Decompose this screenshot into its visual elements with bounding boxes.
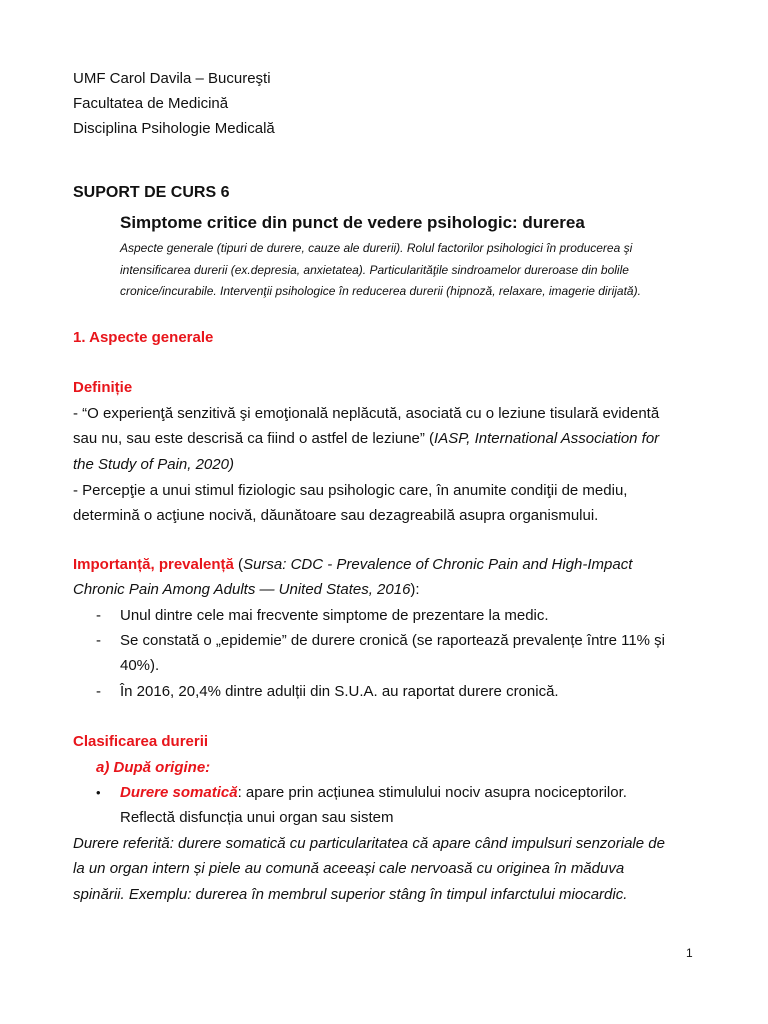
importance-source: Sursa: CDC - Prevalence of Chronic Pain and High-Impact: [243, 556, 633, 573]
dash-marker: -: [96, 607, 101, 624]
abstract-line: Aspecte generale (tipuri de durere, cauze ale durerii). Rolul factorilor psihologici în producerea şi: [120, 241, 633, 255]
definition-source-cont: the Study of Pain, 2020): [73, 456, 234, 473]
importance-heading: Importanță, prevalență: [73, 556, 234, 573]
course-subtitle: Simptome critice din punct de vedere psihologic: durerea: [120, 213, 585, 232]
somatic-text-cont: Reflectă disfuncția unui organ sau sistem: [120, 809, 394, 826]
definition-text: sau nu, sau este descrisă ca fiind o astfel de leziune” (: [73, 430, 435, 447]
list-item-text: 40%).: [120, 657, 160, 674]
definition-line: [73, 426, 659, 451]
source-open: (: [233, 556, 244, 573]
page-number: 1: [686, 946, 693, 960]
definition-line: - “O experienţă senzitivă şi emoţională neplăcută, asociată cu o leziune tisulară evidentă: [73, 405, 660, 422]
list-item-text: În 2016, 20,4% dintre adulții din S.U.A. au raportat durere cronică.: [120, 683, 559, 700]
abstract-line: intensificarea durerii (ex.depresia, anxietatea). Particularităţile sindroamelor dureroase din bolile: [120, 263, 629, 277]
definition-line: determină o acţiune nocivă, dăunătoare sau dezagreabilă asupra organismului.: [73, 507, 599, 524]
referred-pain-line: spinării. Exemplu: durerea în membrul superior stâng în timpul infarctului miocardic.: [73, 886, 628, 903]
somatic-label: Durere somatică: [120, 784, 238, 801]
header-discipline: Disciplina Psihologie Medicală: [73, 120, 275, 137]
header-faculty: Facultatea de Medicină: [73, 95, 229, 112]
list-item-text: Unul dintre cele mai frecvente simptome de prezentare la medic.: [120, 607, 549, 624]
referred-pain-line: la un organ intern și piele au comună aceeași cale nervoasă cu originea în măduva: [73, 860, 625, 877]
importance-source-cont: Chronic Pain Among Adults — United States, 2016: [73, 581, 411, 598]
bullet-marker: •: [96, 785, 101, 800]
referred-pain-line: Durere referită: durere somatică cu particularitatea că apare când impulsuri senzoriale de: [73, 835, 665, 852]
header-university: UMF Carol Davila – Bucureşti: [73, 70, 271, 87]
somatic-text: : apare prin acțiunea stimulului nociv asupra nociceptorilor.: [237, 784, 627, 801]
definition-source: IASP, International Association for: [434, 430, 660, 447]
list-item-text: Se constată o „epidemie” de durere cronică (se raportează prevalențe între 11% și: [120, 632, 666, 649]
dash-marker: -: [96, 683, 101, 700]
definition-heading: Definiție: [73, 379, 133, 396]
classification-subheading: a) După origine:: [96, 759, 211, 776]
importance-heading-line: [73, 552, 632, 577]
abstract-line: cronice/incurabile. Intervenţii psihologice în reducerea durerii (hipnoză, relaxare, imagerie dirijată).: [120, 284, 641, 298]
definition-line: - Percepţie a unui stimul fiziologic sau psihologic care, în anumite condiţii de mediu,: [73, 482, 628, 499]
dash-marker: -: [96, 632, 101, 649]
section-heading: 1. Aspecte generale: [73, 329, 214, 346]
source-close: ):: [410, 581, 420, 598]
importance-source-line: [73, 577, 420, 602]
bullet-text-line: [120, 780, 627, 805]
classification-heading: Clasificarea durerii: [73, 733, 209, 750]
course-title: SUPORT DE CURS 6: [73, 184, 230, 201]
